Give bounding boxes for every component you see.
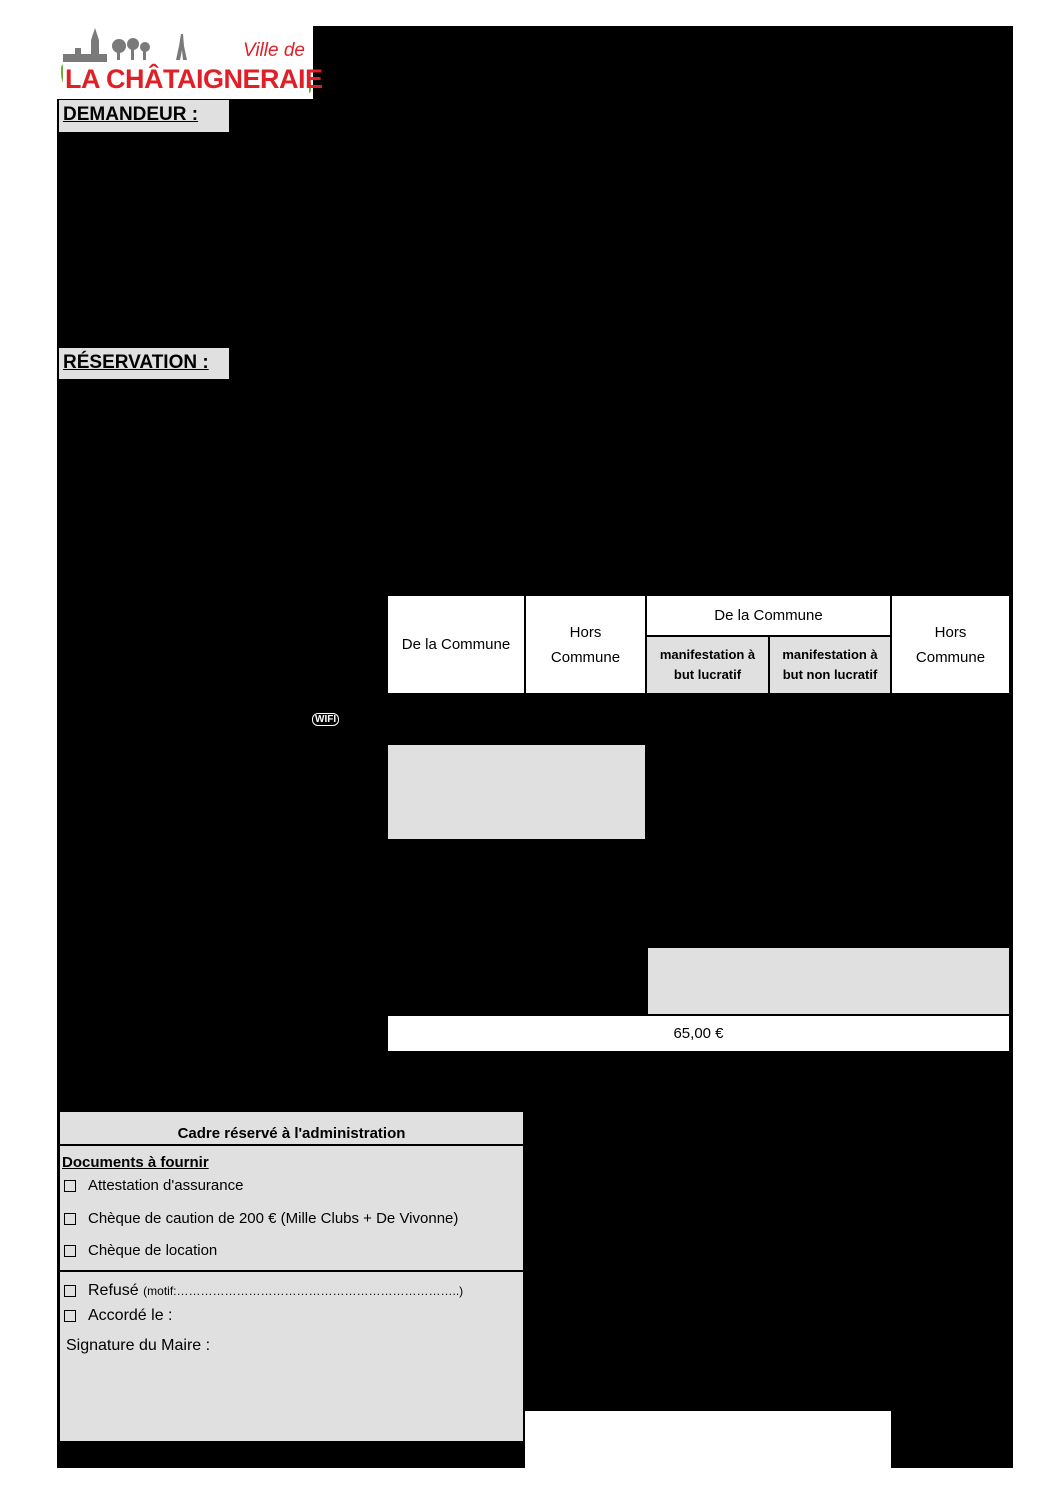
doc-item-label: Chèque de location <box>88 1242 218 1259</box>
refused-motif: (motif:……………………………………………………………..) <box>143 1284 464 1298</box>
checkbox[interactable] <box>64 1213 76 1225</box>
table-header-hors-commune-2-line2: Commune <box>915 648 986 666</box>
admin-box <box>58 1110 525 1443</box>
price-row <box>388 1016 1009 1051</box>
table-header-hors-commune <box>524 594 647 695</box>
refused-label: Refusé <box>88 1282 139 1299</box>
table-subheader-non-lucratif-line2: but non lucratif <box>782 667 878 682</box>
table-header-hors-commune-line1: Hors <box>569 623 602 641</box>
reservation-heading: RÉSERVATION : <box>59 348 229 379</box>
admin-title: Cadre réservé à l'administration <box>60 1112 523 1146</box>
logo-ville-de: Ville de <box>243 40 305 61</box>
signature-area <box>525 1411 891 1468</box>
table-header-hors-commune-2 <box>890 594 1011 695</box>
doc-item-label: Chèque de caution de 200 € (Mille Clubs + De Vivonne) <box>88 1210 459 1227</box>
logo-name: LA CHÂTAIGNERAIE <box>65 64 323 94</box>
table-header-group-de-la-commune <box>645 594 892 637</box>
table-subheader-non-lucratif <box>768 635 892 695</box>
table-header-group-label: De la Commune <box>714 607 823 624</box>
table-subheader-lucratif-line1: manifestation à <box>659 647 756 662</box>
signature-label: Signature du Maire : <box>66 1337 211 1354</box>
admin-docs-heading: Documents à fournir <box>62 1154 209 1171</box>
table-subheader-non-lucratif-line1: manifestation à <box>782 647 878 662</box>
table-cell-grey-1 <box>388 745 645 839</box>
town-silhouette-icon <box>61 26 191 64</box>
checkbox[interactable] <box>64 1245 76 1257</box>
checkbox[interactable] <box>64 1285 76 1297</box>
price-value: 65,00 € <box>673 1025 724 1042</box>
refused-row <box>64 1282 463 1300</box>
table-header-de-la-commune-label: De la Commune <box>401 636 511 653</box>
demandeur-heading: DEMANDEUR : <box>59 100 229 132</box>
wifi-icon <box>312 712 348 727</box>
doc-item-label: Attestation d'assurance <box>88 1177 244 1194</box>
accepted-row <box>64 1307 172 1325</box>
wifi-label: WIFI <box>312 713 339 726</box>
table-subheader-lucratif <box>645 635 770 695</box>
table-subheader-lucratif-line2: but lucratif <box>673 667 742 682</box>
admin-divider <box>60 1270 523 1272</box>
table-header-de-la-commune <box>386 594 526 695</box>
accepted-label: Accordé le : <box>88 1307 173 1324</box>
checkbox[interactable] <box>64 1310 76 1322</box>
table-header-hors-commune-2-line1: Hors <box>934 623 967 641</box>
logo <box>57 26 323 99</box>
table-header-hors-commune-line2: Commune <box>550 648 621 666</box>
doc-item-location <box>64 1242 217 1259</box>
doc-item-assurance <box>64 1177 243 1194</box>
doc-item-caution <box>64 1210 458 1227</box>
checkbox[interactable] <box>64 1180 76 1192</box>
table-cell-grey-2 <box>648 948 1009 1014</box>
